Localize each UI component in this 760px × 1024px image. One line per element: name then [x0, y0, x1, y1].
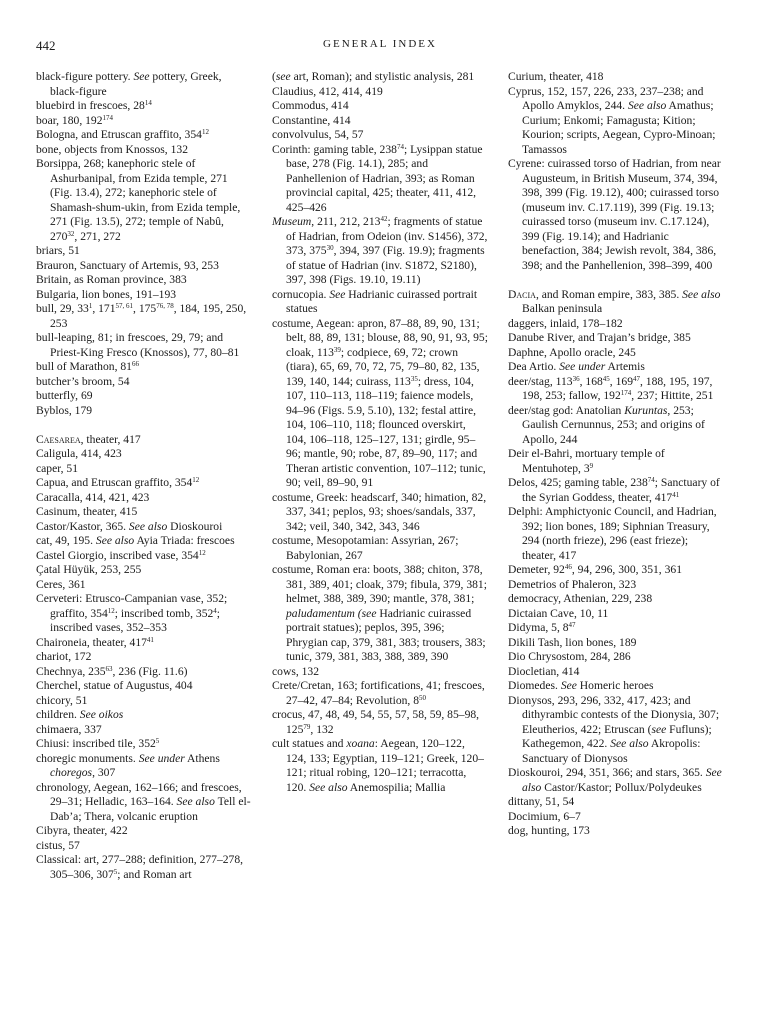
index-entry: bull, 29, $33^1$, 171$^{57, 61}$, 175$^{76, 78}$, 184, 195, 250, 253 — [36, 302, 247, 330]
index-entry: choregic monuments. See under Athens choregos, 307 — [36, 751, 220, 779]
index-entry: Commodus, 414 — [272, 99, 349, 112]
index-entry: Danube River, and Trajan’s bridge, 385 — [508, 331, 691, 344]
index-entry: Castor/Kastor, 365. See also Dioskouroi — [36, 519, 223, 533]
index-entry: Constantine, 414 — [272, 113, 351, 127]
index-entry: democracy, Athenian, 229, 238 — [508, 592, 653, 605]
index-entry: cult statues and xoana: Aegean, 120–122, 124, 133; Egyptian, 119–121; Greek, 120–121; ritual robing, 120–121; terracotta, 120. See also Anemospilia; Mallia — [272, 737, 484, 794]
index-entry: chronology, Aegean, 162–166; and frescoes, 29–31; Helladic, 163–164. See also Tell el-Dab’a; Thera, volcanic eruption — [36, 780, 251, 823]
index-entry: deer/stag, $113^{36}$, $168^{45}$, $169^{47}$, 188, 195, 197, 198, 253; fallow, $192^{174}$, 237; Hittite, 251 — [508, 374, 714, 402]
index-entry: convolvulus, 54, 57 — [272, 128, 364, 141]
index-entry: daggers, inlaid, 178–182 — [508, 316, 623, 330]
index-entry: Cibyra, theater, 422 — [36, 824, 128, 837]
index-entry: chariot, 172 — [36, 650, 92, 663]
index-entry: Caligula, 414, 423 — [36, 447, 122, 460]
index-entry: Chaironeia, theater, $417^{41}$ — [36, 635, 154, 649]
index-entry: Dikili Tash, lion bones, 189 — [508, 635, 637, 649]
index-entry: Dictaian Cave, 10, 11 — [508, 606, 609, 620]
index-entry: Corinth: gaming table, $238^{74}$; Lysippan statue base, 278 (Fig. 14.1), 285; and Panhellenion of Hadrian, 393; as Roman provincial capital, 425; theater, 411, 412, 425–426 — [272, 142, 483, 214]
index-entry: black-figure pottery. See pottery, Greek, black-figure — [36, 70, 222, 98]
index-entry: Caesarea, theater, 417 — [36, 432, 141, 446]
index-entry: Demeter, $92^{46}$, 94, 296, 300, 351, 361 — [508, 563, 682, 576]
index-column-2 — [272, 70, 488, 795]
index-entry: boar, 180, $192^{174}$ — [36, 113, 114, 127]
index-entry: costume, Mesopotamian: Assyrian, 267; Babylonian, 267 — [272, 534, 459, 562]
index-entry: (see art, Roman); and stylistic analysis, 281 — [272, 70, 475, 83]
index-entry: cornucopia. See Hadrianic cuirassed portrait statues — [272, 287, 478, 315]
index-entry: Delos, 425; gaming table, $238^{74}$; Sanctuary of the Syrian Goddess, theater, $417^{41}$ — [508, 476, 720, 504]
index-entry: Dio Chrysostom, 284, 286 — [508, 650, 631, 663]
index-entry: Crete/Cretan, 163; fortifications, 41; frescoes, 27–42, 47–84; Revolution, $8^{50}$ — [272, 679, 485, 707]
index-entry: Chechnya, $235^{63}$, 236 (Fig. 11.6) — [36, 664, 188, 678]
index-entry: Cherchel, statue of Augustus, 404 — [36, 679, 193, 692]
index-entry: Dioskouroi, 294, 351, 366; and stars, 365. See also Castor/Kastor; Pollux/Polydeukes — [508, 766, 722, 794]
index-entry: Cyrene: cuirassed torso of Hadrian, from near Augusteum, in British Museum, 374, 394, 398, 399 (Fig. 19.12), 400; cuirassed torso (museum inv. C.17.119), 399 (Fig. 19.13; cuirassed torso (museum inv. C.17.124), 399 (Fig. 19.14); and Hadrianic benefaction, 384; Jewish revolt, 384, 386, 398; and the Panhellenion, 398–399, 400 — [508, 157, 721, 272]
index-entry: Dionysos, 293, 296, 332, 417, 423; and dithyrambic contests of the Dionysia, 307; Eleutherios, 422; Etruscan (see Fufluns); Kathegemon, 422. See also Akropolis: Sanctuary of Dionysos — [508, 693, 720, 765]
index-entry: Caracalla, 414, 421, 423 — [36, 490, 150, 504]
index-entry: Dacia, and Roman empire, 383, 385. See also Balkan peninsula — [508, 287, 721, 315]
index-entry: cat, 49, 195. See also Ayia Triada: frescoes — [36, 534, 235, 547]
index-entry: Bulgaria, lion bones, 191–193 — [36, 287, 177, 301]
index-entry: dittany, 51, 54 — [508, 795, 575, 808]
index-entry: Ceres, 361 — [36, 577, 86, 591]
index-entry: butcher’s broom, 54 — [36, 374, 130, 388]
index-entry: children. See oikos — [36, 708, 124, 721]
index-entry: Curium, theater, 418 — [508, 70, 604, 83]
index-entry: crocus, 47, 48, 49, 54, 55, 57, 58, 59, 85–98, $125^{79}$, 132 — [272, 708, 480, 736]
index-entry: butterfly, 69 — [36, 389, 93, 402]
index-entry: Classical: art, 277–288; definition, 277–278, 305–306, $307^5$; and Roman art — [36, 853, 244, 881]
index-entry: Diocletian, 414 — [508, 664, 580, 678]
index-entry: bluebird in frescoes, $28^{14}$ — [36, 99, 152, 112]
index-entry: Britain, as Roman province, 383 — [36, 273, 187, 286]
index-entry: caper, 51 — [36, 461, 79, 475]
index-entry: Claudius, 412, 414, 419 — [272, 84, 383, 98]
index-entry: Casinum, theater, 415 — [36, 505, 138, 518]
index-entry: Castel Giorgio, inscribed vase, $354^{12}$ — [36, 548, 206, 562]
index-entry: costume, Greek: headscarf, 340; himation, 82, 337, 341; peplos, 93; shoes/sandals, 337, 342; veil, 340, 342, 343, 346 — [272, 490, 487, 533]
index-entry: Delphi: Amphictyonic Council, and Hadrian, 392; lion bones, 189; Siphnian Treasury, 294 (north frieze), 296 (east frieze); theater, 417 — [508, 505, 717, 562]
index-entry: Demetrios of Phaleron, 323 — [508, 577, 637, 591]
running-head: GENERAL INDEX — [323, 38, 437, 50]
index-entry: costume, Roman era: boots, 388; chiton, 378, 381, 389, 401; cloak, 379; fibula, 379, 381; helmet, 388, 389, 390; mantle, 378, 381; paludamentum (see Hadrianic cuirassed portrait statues); peplos, 395, 396; Phrygian cap, 379, 381, 383; trousers, 383; tunic, 379, 381, 383, 388, 389, 390 — [272, 563, 487, 663]
index-entry: Daphne, Apollo oracle, 245 — [508, 345, 636, 359]
index-entry: bone, objects from Knossos, 132 — [36, 142, 188, 156]
index-entry: Museum, 211, 212, $213^{42}$; fragments of statue of Hadrian, from Odeion (inv. S1456), 372, 373, $375^{30}$, 394, 397 (Fig. 19.9); fragments of statue of Hadrian (inv. S1872, S2180), 397, 398 (Figs. 19.10, 19.11) — [272, 215, 488, 286]
index-entry: deer/stag god: Anatolian Kuruntas, 253; Gaulish Cernunnus, 253; and origins of Apollo, 244 — [508, 403, 705, 446]
index-entry: briars, 51 — [36, 244, 80, 257]
index-entry: bull-leaping, 81; in frescoes, 29, 79; and Priest-King Fresco (Knossos), 77, 80–81 — [36, 331, 240, 359]
index-entry: Bologna, and Etruscan graffito, $354^{12}$ — [36, 128, 209, 141]
index-entry: bull of Marathon, $81^{66}$ — [36, 360, 139, 373]
index-entry: chimaera, 337 — [36, 722, 102, 736]
index-entry: cistus, 57 — [36, 838, 80, 852]
index-column-1 — [36, 70, 252, 882]
index-column-3 — [508, 70, 724, 839]
index-entry: Brauron, Sanctuary of Artemis, 93, 253 — [36, 258, 219, 272]
index-entry: Borsippa, 268; kanephoric stele of Ashurbanipal, from Ezida temple, 271 (Fig. 13.4), 272; kanephoric stele of Shamash-shum-ukin, from Ezida temple, 271 (Fig. 13.5), 272; temple of Nabû, $270^{32}$, 271, 272 — [36, 157, 241, 243]
index-entry: Chiusi: inscribed tile, $352^5$ — [36, 737, 160, 750]
index-entry: dog, hunting, 173 — [508, 824, 590, 837]
index-entry: Diomedes. See Homeric heroes — [508, 679, 654, 692]
index-entry: Docimium, 6–7 — [508, 809, 581, 823]
index-entry: Cyprus, 152, 157, 226, 233, 237–238; and Apollo Amyklos, 244. See also Amathus; Curium; Enkomi; Famagusta; Kition; Kourion; scripts, Aegean, Cypro-Minoan; Tamassos — [508, 84, 716, 156]
index-entry: chicory, 51 — [36, 693, 88, 707]
index-entry: Dea Artio. See under Artemis — [508, 360, 645, 373]
index-entry: Deir el-Bahri, mortuary temple of Mentuhotep, $3^9$ — [508, 447, 665, 475]
index-entry: Capua, and Etruscan graffito, $354^{12}$ — [36, 476, 200, 489]
index-entry: cows, 132 — [272, 664, 320, 678]
index-entry: Çatal Hüyük, 253, 255 — [36, 563, 142, 576]
index-entry: Didyma, 5, $8^{47}$ — [508, 621, 576, 634]
index-entry: Cerveteri: Etrusco-Campanian vase, 352; graffito, $354^{12}$; inscribed tomb, $352^4$; inscribed vases, 352–353 — [36, 592, 228, 634]
page-number: 442 — [36, 38, 56, 53]
index-entry: Byblos, 179 — [36, 403, 93, 417]
index-entry: costume, Aegean: apron, 87–88, 89, 90, 131; belt, 88, 89, 131; blouse, 88, 90, 91, 93, 95; cloak, $113^{39}$; codpiece, 69, 72; crown (tiara), 65, 69, 70, 72, 75, 79–80, 82, 135, 139, 140, 144; cuirass, $113^{35}$; dress, 104, 107, 110–113, 118–119; faience models, 94–96 (Figs. 5.9, 5.10), 132; festal attire, 104, 106–110, 118; flounced overskirt, 104, 106–118, 125–127, 131; girdle, 95–96; mantle, 90; robe, 87, 89–90, 117; and Theran artistic convention, 107–112; tunic, 90; veil, 89–90, 91 — [272, 316, 488, 489]
